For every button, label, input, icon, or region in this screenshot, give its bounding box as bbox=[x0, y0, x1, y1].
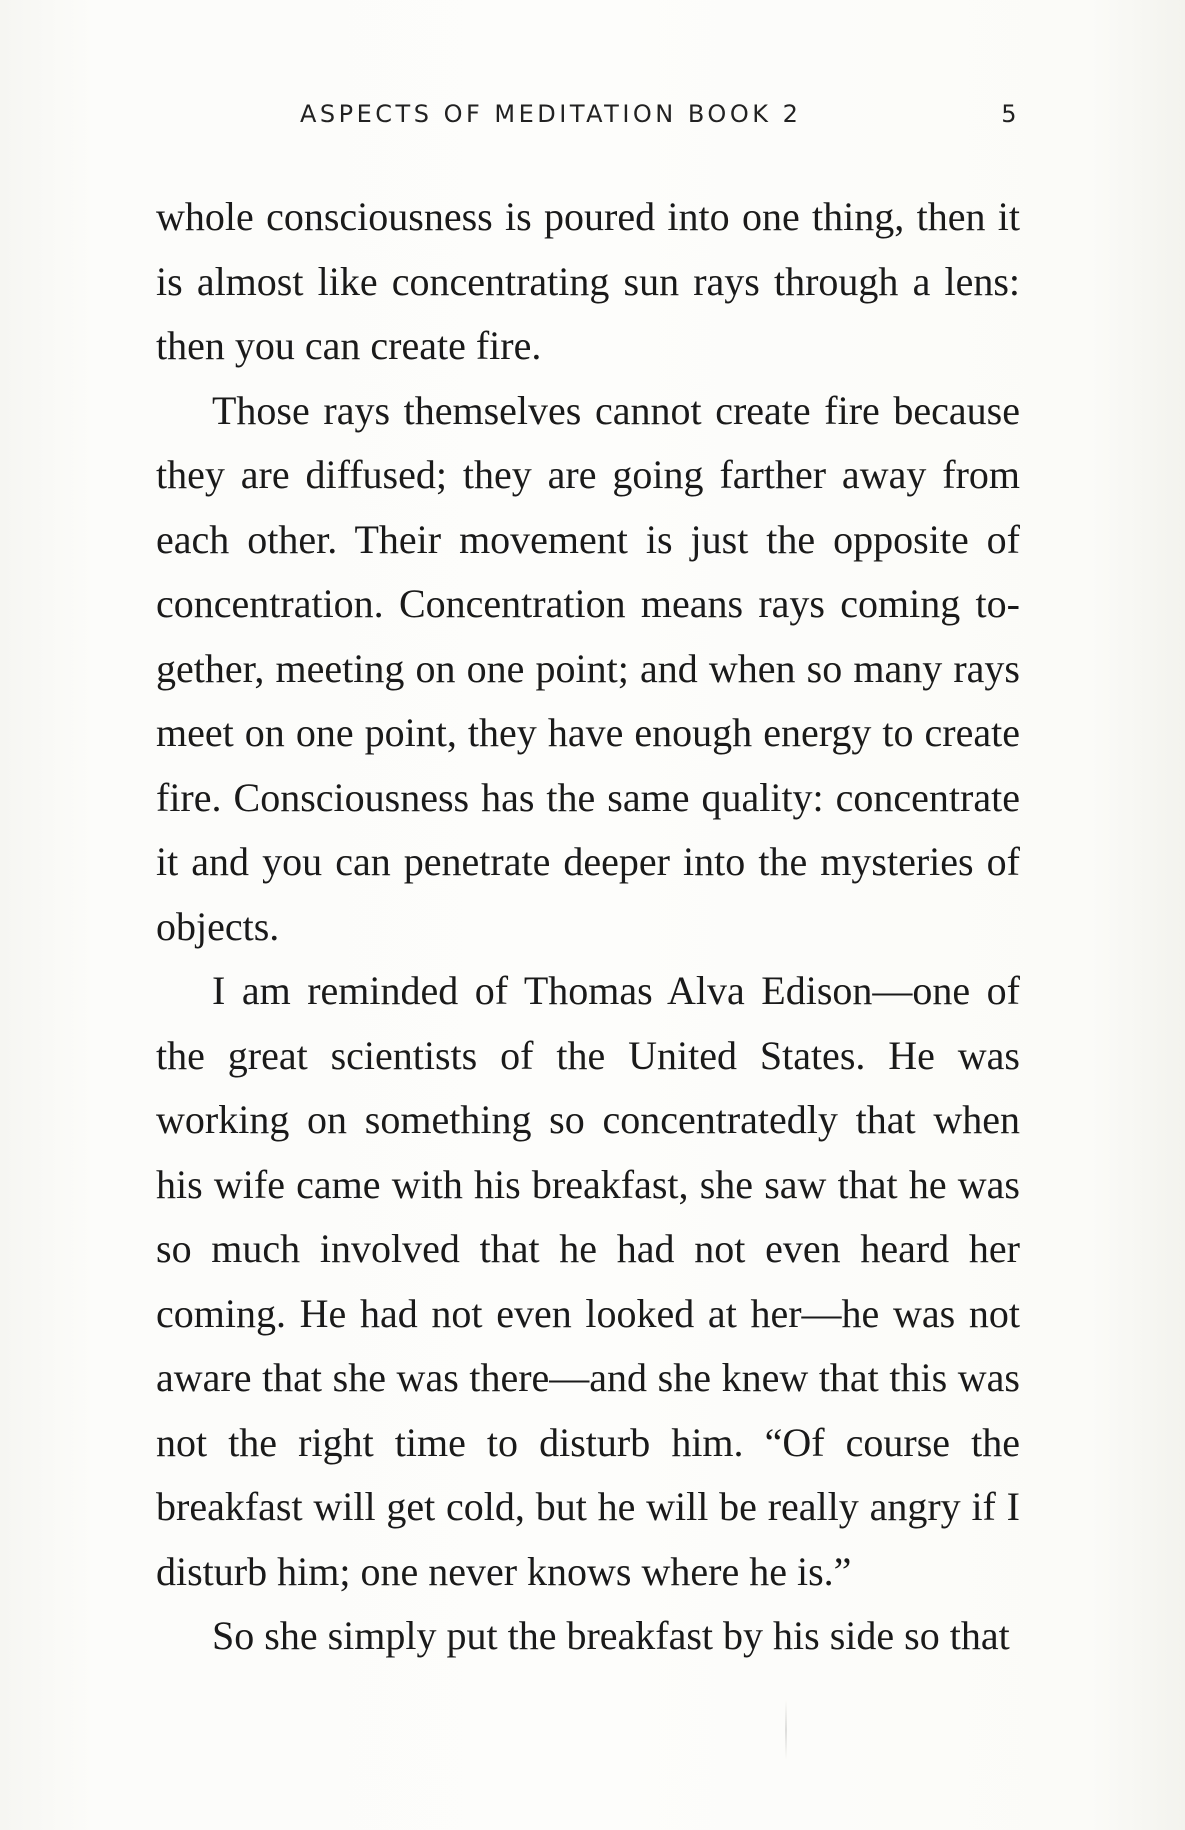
running-title: ASPECTS OF MEDITATION BOOK 2 bbox=[300, 100, 802, 128]
paragraph: Those rays themselves cannot create fire because they are diffused; they are going farther away from each other. Their movement is just the opposite of concentration. Concentration means rays coming to-gether, meeting on one point; and when so many rays meet on one point, they have enough energy to create fire. Consciousness has the same quality: concentrate it and you can penetrate deeper into the mysteries of objects. bbox=[156, 387, 1020, 949]
paragraph: So she simply put the breakfast by his side so that bbox=[212, 1613, 1010, 1658]
scan-artifact bbox=[785, 1700, 787, 1760]
body-text bbox=[156, 185, 1020, 1669]
paragraph: whole consciousness is poured into one thing, then it is almost like concentrating sun rays through a lens: then you can create fire. bbox=[156, 194, 1020, 368]
paragraph: I am reminded of Thomas Alva Edison—one of the great scientists of the United States. He was working on something so concentratedly that when his wife came with his breakfast, she saw that he was so much involved that he had not even heard her coming. He had not even looked at her—he was not aware that she was there—and she knew that this was not the right time to disturb him. “Of course the breakfast will get cold, but he will be really angry if I disturb him; one never knows where he is.” bbox=[156, 968, 1020, 1594]
page-number: 5 bbox=[1001, 100, 1020, 128]
running-head bbox=[300, 100, 1020, 140]
